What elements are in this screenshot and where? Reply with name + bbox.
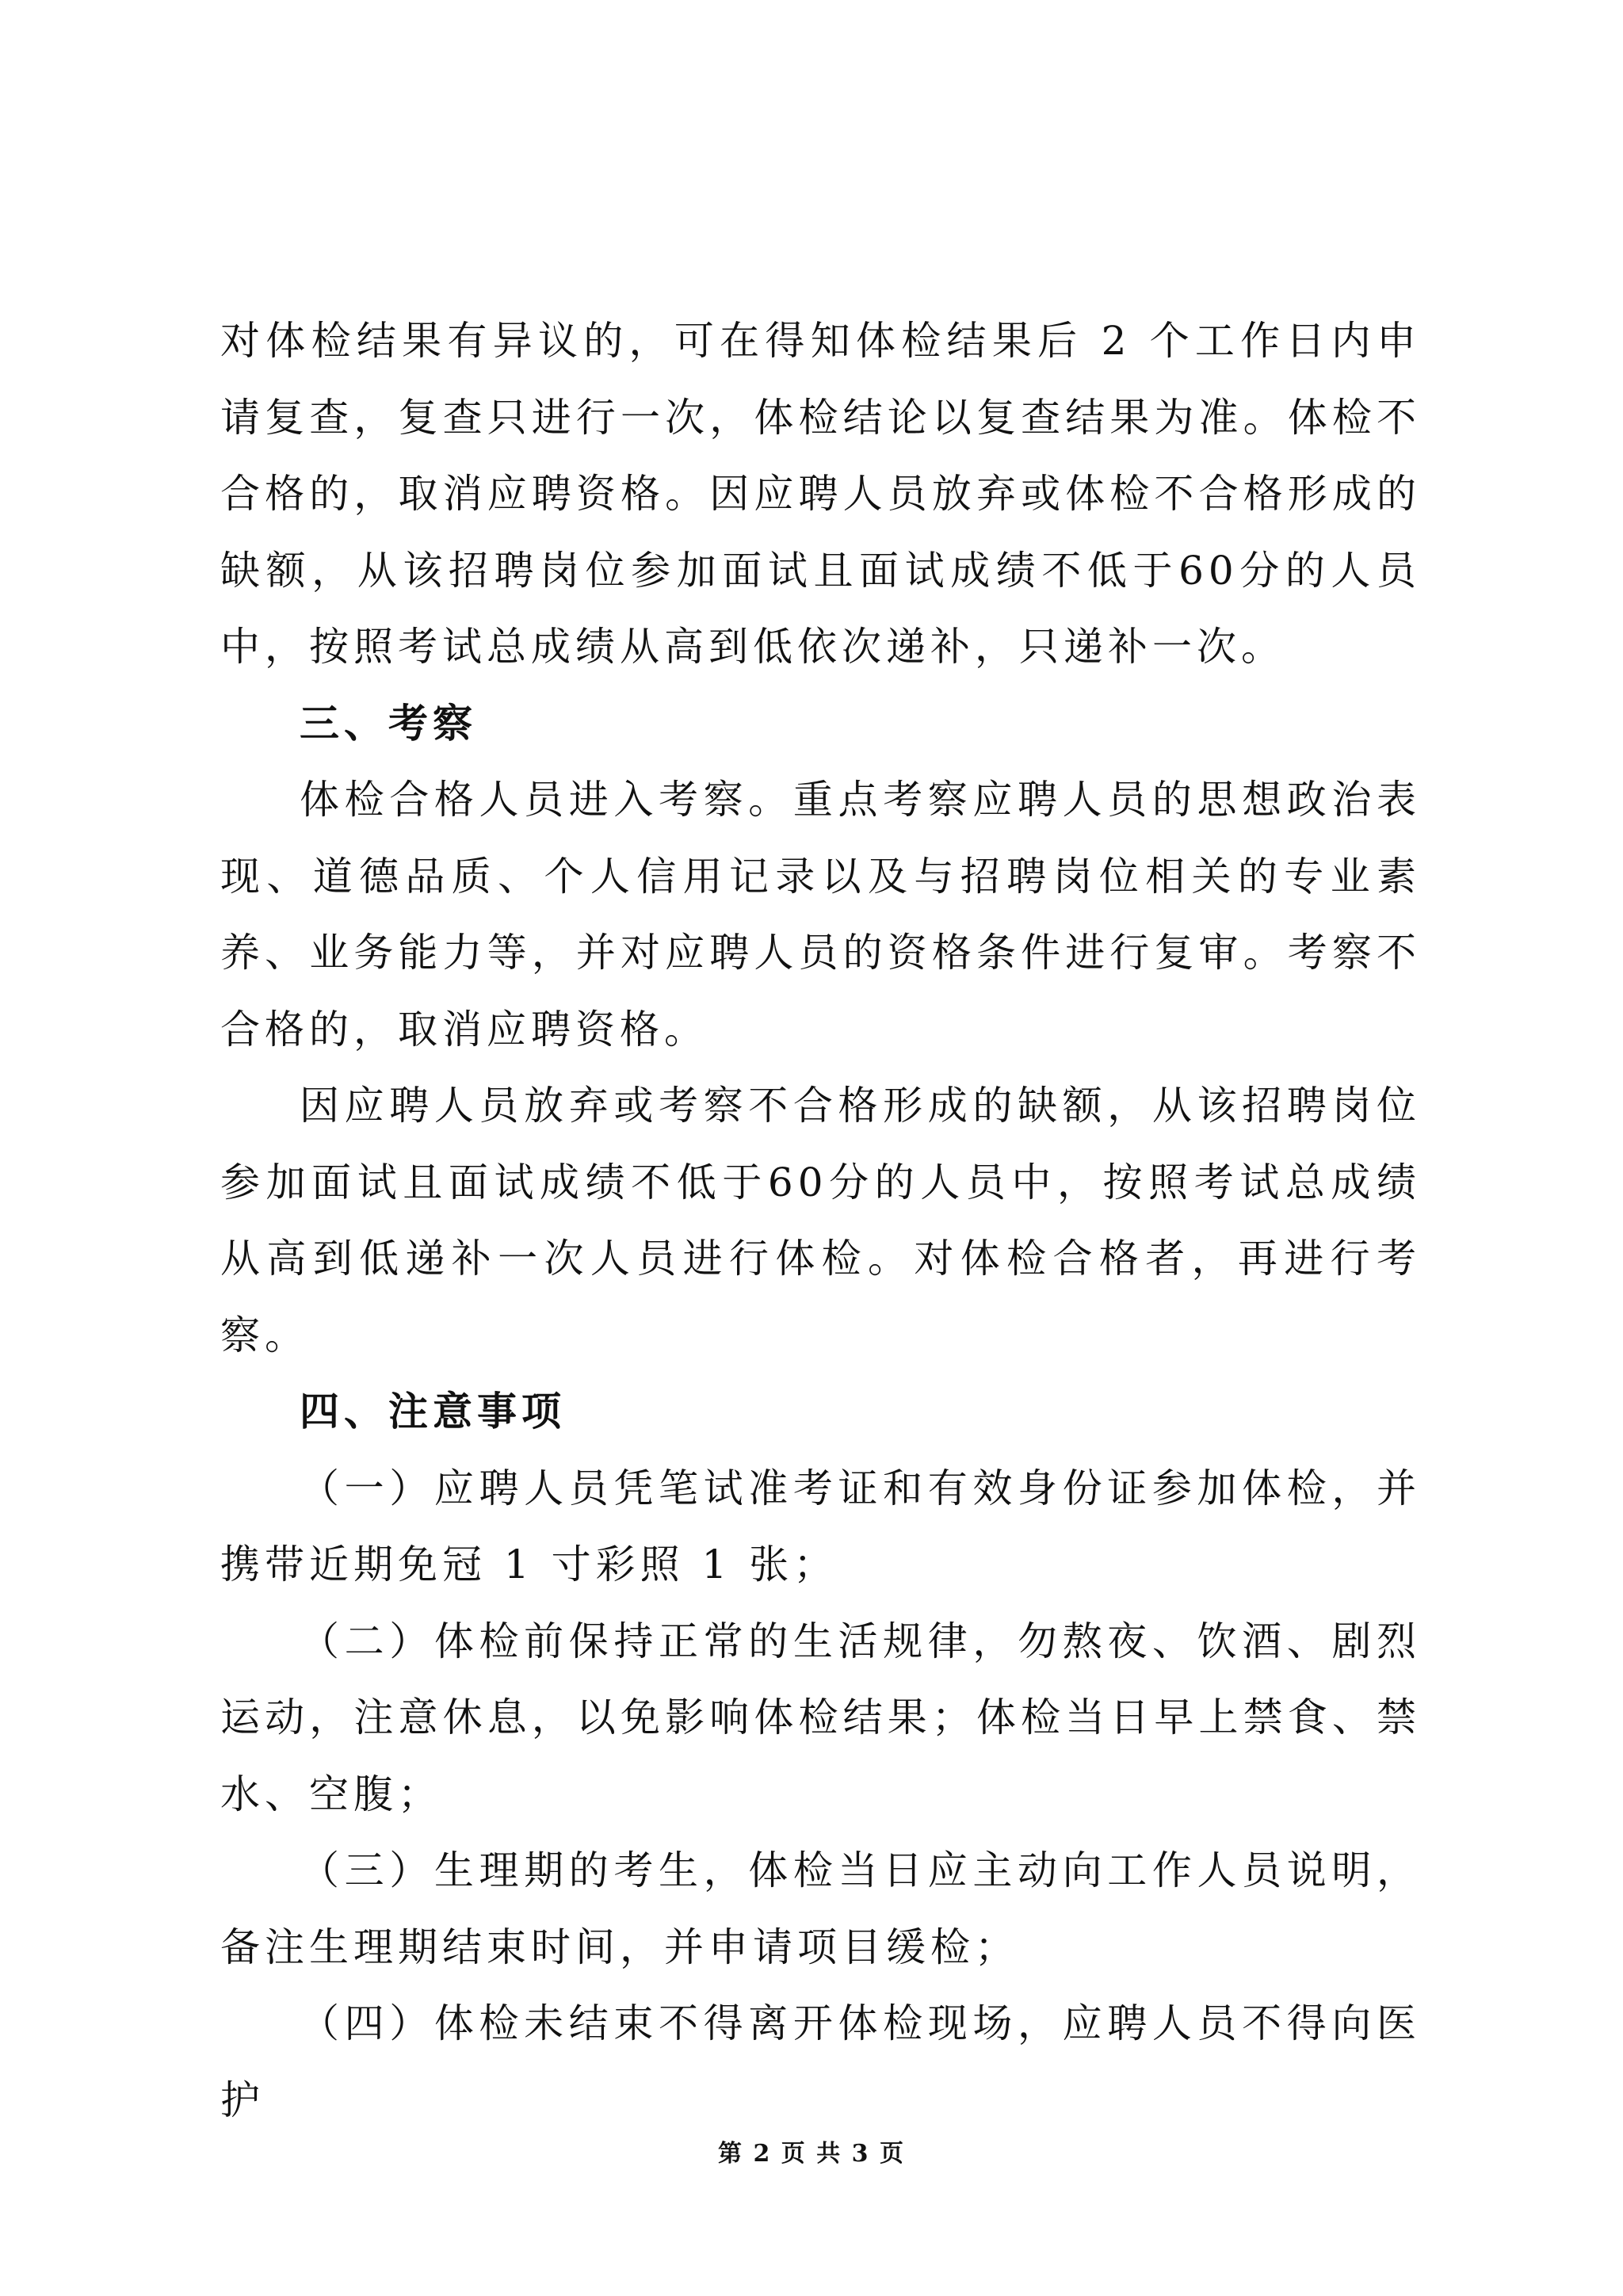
section-heading-notes: 四、注意事项	[300, 1388, 566, 1435]
paragraph-note-1: （一）应聘人员凭笔试准考证和有效身份证参加体检，并携带近期免冠 1 寸彩照 1 张；	[220, 1465, 1421, 1587]
paragraph-note-4: （四）体检未结束不得离开体检现场，应聘人员不得向医护	[220, 2000, 1421, 2123]
paragraph-note-2: （二）体检前保持正常的生活规律，勿熬夜、饮酒、剧烈运动，注意休息，以免影响体检结果；体检当日早上禁食、禁水、空腹；	[220, 1618, 1421, 1817]
paragraph-note-3: （三）生理期的考生，体检当日应主动向工作人员说明，备注生理期结束时间，并申请项目缓检；	[220, 1847, 1421, 1970]
page-footer: 第 2 页 共 3 页	[718, 2140, 905, 2168]
section-heading-inspection: 三、考察	[300, 699, 477, 747]
document-body	[220, 303, 1421, 2138]
paragraph-recheck: 对体检结果有异议的，可在得知体检结果后 2 个工作日内申请复查，复查只进行一次，体检结论以复查结果为准。体检不合格的，取消应聘资格。因应聘人员放弃或体检不合格形成的缺额，从该招聘岗位参加面试且面试成绩不低于60分的人员中，按照考试总成绩从高到低依次递补，只递补一次。	[220, 318, 1421, 670]
paragraph-inspection-scope: 体检合格人员进入考察。重点考察应聘人员的思想政治表现、道德品质、个人信用记录以及与招聘岗位相关的专业素养、业务能力等，并对应聘人员的资格条件进行复审。考察不合格的，取消应聘资格。	[220, 777, 1421, 1052]
paragraph-inspection-vacancy: 因应聘人员放弃或考察不合格形成的缺额，从该招聘岗位参加面试且面试成绩不低于60分的人员中，按照考试总成绩从高到低递补一次人员进行体检。对体检合格者，再进行考察。	[220, 1083, 1421, 1358]
